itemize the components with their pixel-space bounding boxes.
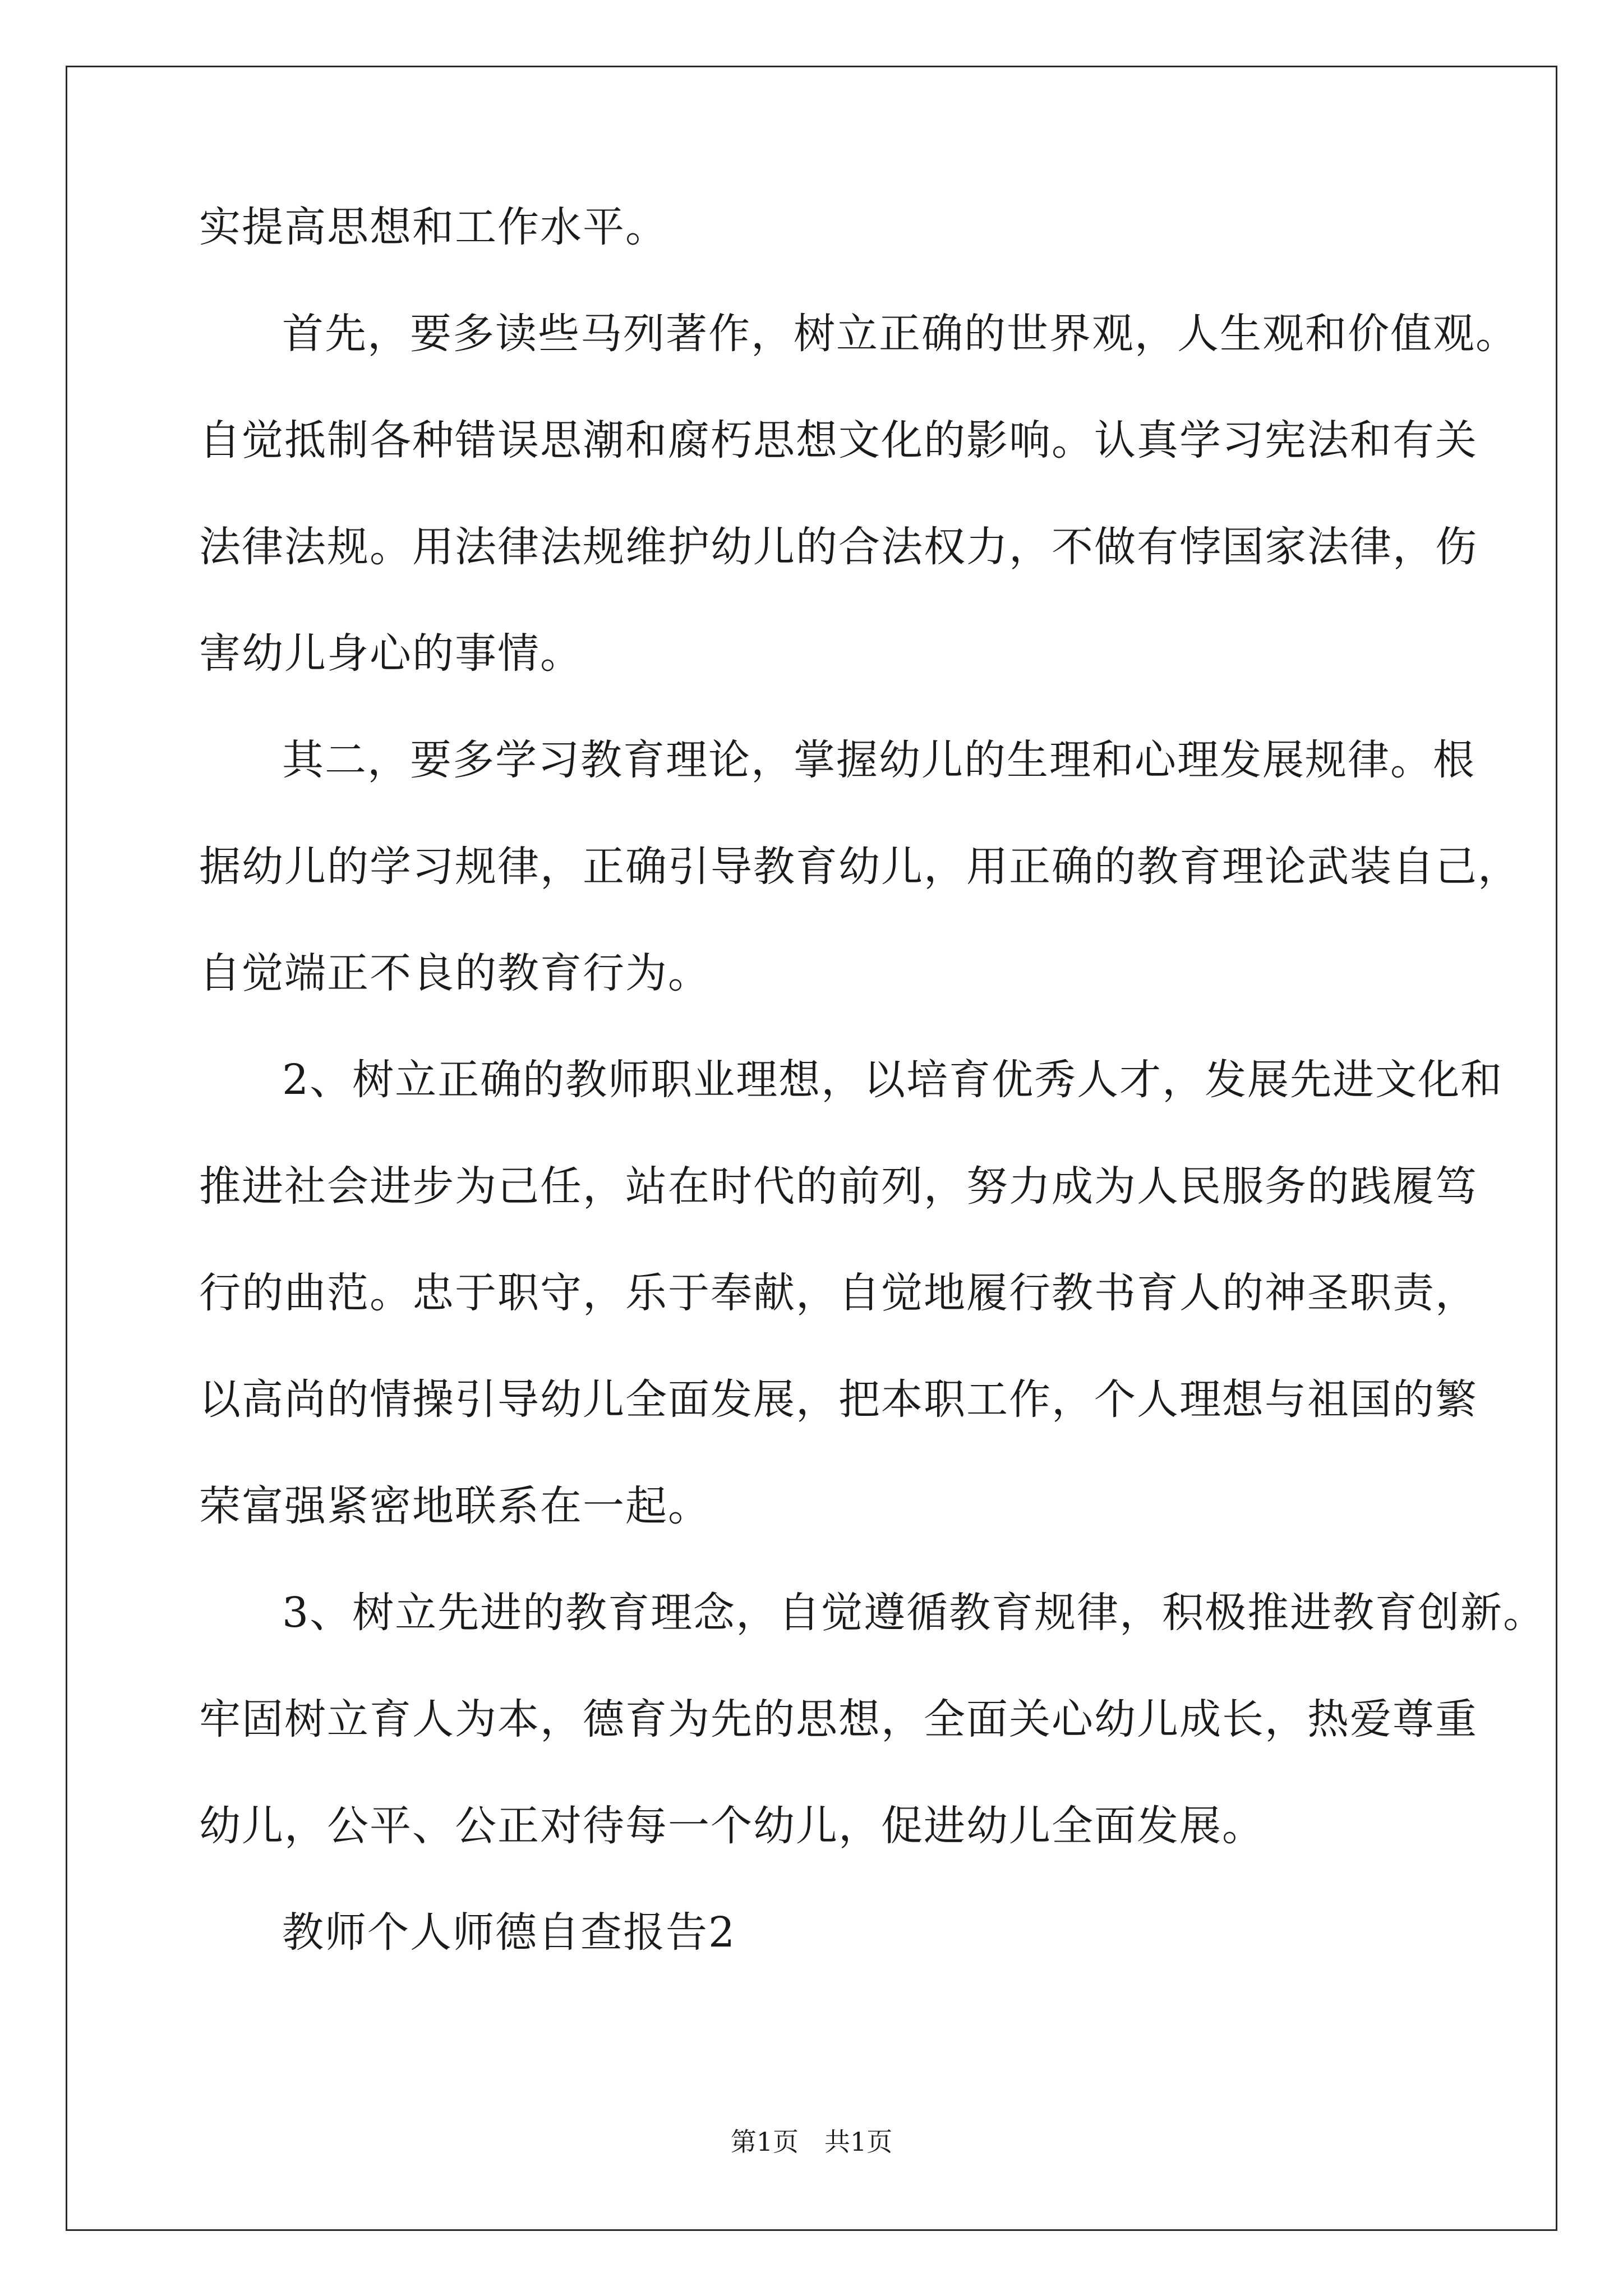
text-line: 以高尚的情操引导幼儿全面发展，把本职工作，个人理想与祖国的繁 — [199, 1375, 1478, 1424]
text-line: 牢固树立育人为本，德育为先的思想，全面关心幼儿成长，热爱尊重 — [199, 1695, 1478, 1743]
document-body — [199, 199, 1546, 2011]
page-footer — [0, 2125, 1623, 2159]
section-heading: 教师个人师德自查报告2 — [282, 1908, 736, 1957]
text-line: 幼儿，公平、公正对待每一个幼儿，促进幼儿全面发展。 — [199, 1802, 1265, 1850]
text-line: 法律法规。用法律法规维护幼儿的合法权力，不做有悖国家法律，伤 — [199, 523, 1478, 571]
text-line: 3、树立先进的教育理念，自觉遵循教育规律，积极推进教育创新。 — [282, 1589, 1546, 1637]
text-line: 实提高思想和工作水平。 — [199, 203, 668, 251]
text-line: 自觉抵制各种错误思潮和腐朽思想文化的影响。认真学习宪法和有关 — [199, 416, 1478, 464]
text-line: 首先，要多读些马列著作，树立正确的世界观，人生观和价值观。 — [282, 310, 1518, 358]
text-line: 推进社会进步为己任，站在时代的前列，努力成为人民服务的践履笃 — [199, 1162, 1478, 1211]
text-line: 害幼儿身心的事情。 — [199, 629, 583, 678]
text-line: 荣富强紧密地联系在一起。 — [199, 1482, 711, 1530]
text-line: 2、树立正确的教师职业理想，以培育优秀人才，发展先进文化和 — [282, 1056, 1504, 1104]
text-line: 行的曲范。忠于职守，乐于奉献，自觉地履行教书育人的神圣职责， — [199, 1269, 1478, 1317]
page-number: 第1页 — [730, 2127, 799, 2157]
page-total: 共1页 — [824, 2127, 893, 2157]
text-line: 据幼儿的学习规律，正确引导教育幼儿，用正确的教育理论武装自己， — [199, 843, 1520, 891]
text-line: 自觉端正不良的教育行为。 — [199, 949, 711, 997]
text-line: 其二，要多学习教育理论，掌握幼儿的生理和心理发展规律。根 — [282, 736, 1476, 784]
